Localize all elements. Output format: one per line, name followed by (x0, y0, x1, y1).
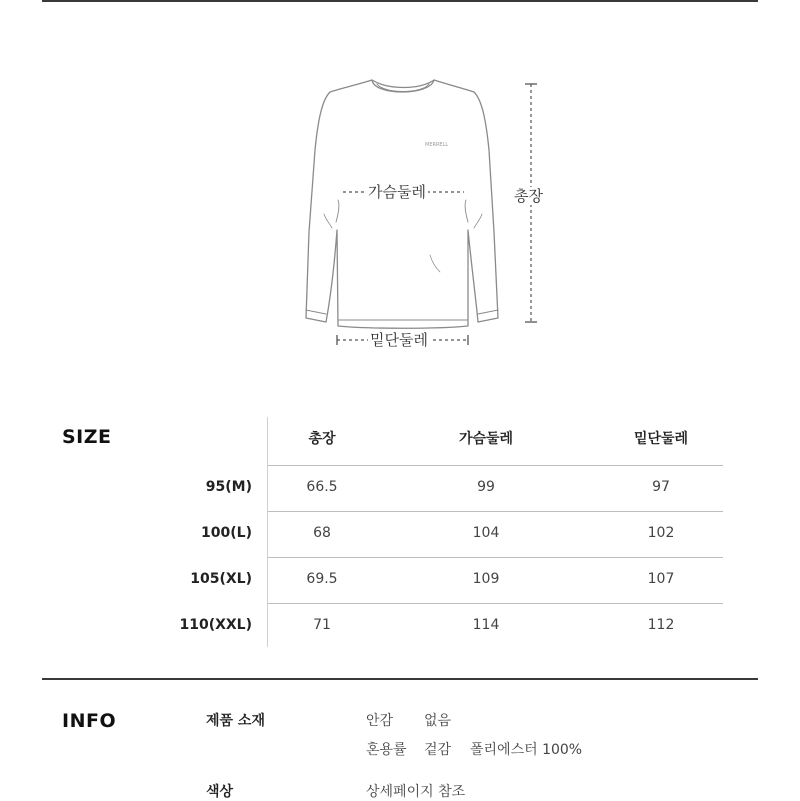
size-cell: 95(M) (205, 479, 252, 495)
color-label: 색상 (206, 784, 234, 800)
size-section-title: SIZE (62, 426, 112, 448)
table-row (0, 465, 800, 511)
hem-label: 밑단둘레 (370, 331, 428, 349)
lining-value: 없음 (424, 713, 452, 729)
hem-cell: 107 (647, 571, 675, 587)
header-total-length: 총장 (308, 431, 336, 447)
outer-label: 겉감 (424, 742, 452, 758)
chest-cell: 104 (472, 525, 500, 541)
material-label: 제품 소재 (206, 713, 265, 729)
info-divider (42, 678, 758, 680)
hem-cell: 112 (647, 617, 675, 633)
size-cell: 105(XL) (190, 571, 252, 587)
hem-cell: 102 (647, 525, 675, 541)
lining-label: 안감 (366, 713, 394, 729)
outer-value: 폴리에스터 100% (470, 742, 583, 758)
length-cell: 68 (313, 525, 331, 541)
size-cell: 100(L) (201, 525, 252, 541)
table-row (0, 603, 800, 649)
header-chest: 가슴둘레 (458, 431, 514, 447)
table-row (0, 557, 800, 603)
hem-cell: 97 (652, 479, 670, 495)
tshirt-outline (306, 80, 498, 328)
table-row (0, 511, 800, 557)
row-divider (268, 603, 723, 604)
brand-logo-text: MERRELL (425, 142, 449, 148)
blend-label: 혼용률 (366, 742, 407, 758)
color-value: 상세페이지 참조 (366, 784, 466, 800)
header-hem: 밑단둘레 (633, 431, 689, 447)
chest-cell: 109 (472, 571, 500, 587)
size-cell: 110(XXL) (179, 617, 252, 633)
row-divider (268, 511, 723, 512)
chest-cell: 99 (477, 479, 495, 495)
row-divider (268, 557, 723, 558)
collar-outline (372, 80, 434, 92)
info-section-title: INFO (62, 710, 117, 732)
row-divider (268, 465, 723, 466)
total-length-label: 총장 (514, 187, 543, 205)
chest-label: 가슴둘레 (368, 183, 426, 201)
length-cell: 66.5 (306, 479, 338, 495)
size-guide-diagram (0, 0, 800, 380)
length-cell: 69.5 (306, 571, 338, 587)
chest-cell: 114 (472, 617, 500, 633)
length-cell: 71 (313, 617, 331, 633)
